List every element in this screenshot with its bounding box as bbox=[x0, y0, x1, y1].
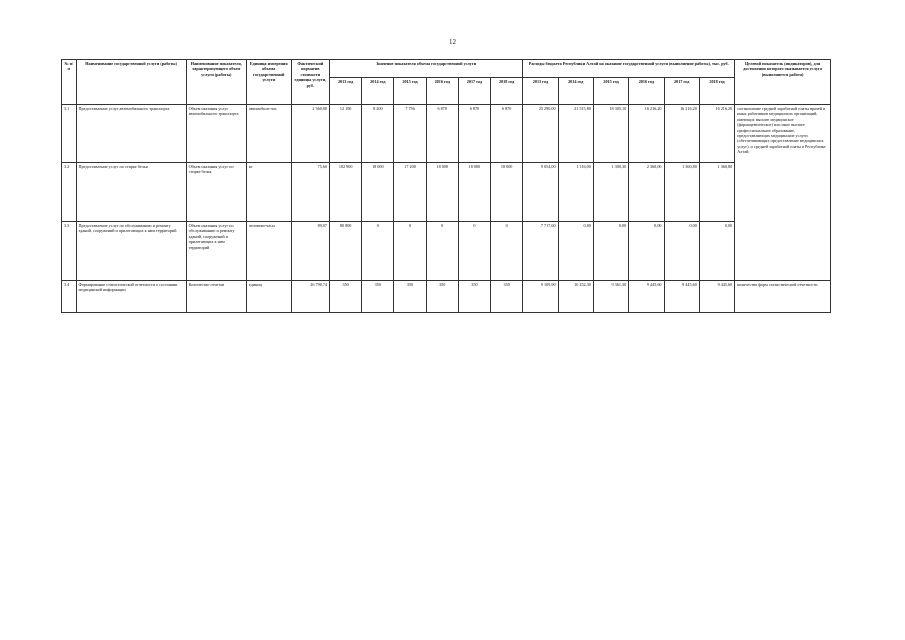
volume-year-header: 2017 год bbox=[458, 78, 490, 105]
row-expense: 0,00 bbox=[699, 222, 734, 281]
row-expense: 1 116,00 bbox=[558, 163, 593, 222]
row-expense: 2 360,00 bbox=[629, 163, 664, 222]
row-cost: 2 360,00 bbox=[291, 105, 329, 163]
row-volume: 350 bbox=[426, 281, 458, 313]
row-unit: кг bbox=[246, 163, 291, 222]
volume-year-header: 2014 год bbox=[362, 78, 394, 105]
row-cost: 89,07 bbox=[291, 222, 329, 281]
row-expense: 9 445,60 bbox=[664, 281, 699, 313]
row-expense: 1 300,30 bbox=[593, 163, 628, 222]
header-cost: Фактический норматив стоимости единицы услуги, руб. bbox=[291, 60, 329, 105]
row-volume: 350 bbox=[330, 281, 362, 313]
row-volume: 80 800 bbox=[330, 222, 362, 281]
row-num: 3.3 bbox=[62, 222, 77, 281]
row-volume: 0 bbox=[362, 222, 394, 281]
volume-year-header: 2016 год bbox=[426, 78, 458, 105]
header-expense-group: Расходы бюджета Республики Алтай на оказание государственной услуги (выполнение работы), тыс. руб. bbox=[523, 60, 735, 78]
row-indicator: Количество отчетов bbox=[186, 281, 246, 313]
page-number: 12 bbox=[449, 38, 456, 46]
volume-year-header: 2018 год bbox=[491, 78, 523, 105]
header-unit: Единица измерения объема государственной услуги bbox=[246, 60, 291, 105]
row-unit: автомобиле-час bbox=[246, 105, 291, 163]
row-volume: 18 000 bbox=[426, 163, 458, 222]
row-expense: 9 445,60 bbox=[699, 281, 734, 313]
row-expense: 0,00 bbox=[593, 222, 628, 281]
row-indicator: Объем оказания услуг по обслуживанию и ремонту зданий, сооружений и прилегающих к ним территорий bbox=[186, 222, 246, 281]
row-volume: 0 bbox=[426, 222, 458, 281]
expense-year-header: 2015 год bbox=[593, 78, 628, 105]
row-expense: 0,00 bbox=[629, 222, 664, 281]
row-expense: 25 290,00 bbox=[523, 105, 558, 163]
row-expense: 21 515,80 bbox=[558, 105, 593, 163]
header-service-name: Наименование государственной услуги (работы) bbox=[76, 60, 186, 105]
row-service: Предоставление услуг автомобильного транспорта bbox=[76, 105, 186, 163]
row-expense: 1 360,80 bbox=[699, 163, 734, 222]
row-expense: 1 360,80 bbox=[664, 163, 699, 222]
row-expense: 16 216,20 bbox=[629, 105, 664, 163]
row-cost: 26 790,74 bbox=[291, 281, 329, 313]
row-volume: 0 bbox=[491, 222, 523, 281]
expense-year-header: 2017 год bbox=[664, 78, 699, 105]
row-service: Формирование статистической отчетности о состоянии медицинской информации bbox=[76, 281, 186, 313]
header-target: Целевой показатель (индикаторов), для достижения которого оказывается услуга (выполняется работа) bbox=[735, 60, 831, 105]
header-num: № п/п bbox=[62, 60, 77, 105]
row-indicator: Объем оказания услуг по стирке белья bbox=[186, 163, 246, 222]
row-volume: 18 000 bbox=[362, 163, 394, 222]
row-volume: 0 bbox=[458, 222, 490, 281]
services-table bbox=[61, 59, 831, 313]
expense-year-header: 2013 год bbox=[523, 78, 558, 105]
row-indicator: Объем оказания услуг автомобильного транспорта bbox=[186, 105, 246, 163]
row-volume: 350 bbox=[362, 281, 394, 313]
row-volume: 18 000 bbox=[491, 163, 523, 222]
row-volume: 6 870 bbox=[491, 105, 523, 163]
row-volume: 350 bbox=[394, 281, 426, 313]
row-expense: 7 717,60 bbox=[523, 222, 558, 281]
row-expense: 16 216,20 bbox=[664, 105, 699, 163]
row-target-salary-ratio: соотношение средней заработной платы врачей и иных работников медицинских организаций, имеющих высшее медицинское (фармацевтическое) или иное высшее профессиональное образование, предоставляющих медицинские услуги (обеспечивающих предоставление медицинских услуг), и средней заработной платы в Республике Алтай; bbox=[735, 105, 831, 281]
table-row bbox=[62, 105, 831, 163]
row-service: Предоставление услуг по обслуживанию и ремонту зданий, сооружений и прилегающих к ним территорий bbox=[76, 222, 186, 281]
row-expense: 9 361,30 bbox=[593, 281, 628, 313]
row-volume: 18 000 bbox=[458, 163, 490, 222]
header-indicator-name: Наименование показателя, характеризующего объем услуги (работы) bbox=[186, 60, 246, 105]
row-num: 3.1 bbox=[62, 105, 77, 163]
expense-year-header: 2014 год bbox=[558, 78, 593, 105]
row-target-report-forms: количество форм статистической отчетности bbox=[735, 281, 831, 313]
row-volume: 102 900 bbox=[330, 163, 362, 222]
row-volume: 6 870 bbox=[426, 105, 458, 163]
row-expense: 9 054,00 bbox=[523, 163, 558, 222]
row-volume: 350 bbox=[458, 281, 490, 313]
volume-year-header: 2015 год bbox=[394, 78, 426, 105]
row-cost: 75,60 bbox=[291, 163, 329, 222]
row-service: Предоставление услуг по стирке белья bbox=[76, 163, 186, 222]
row-expense: 9 109,90 bbox=[523, 281, 558, 313]
row-num: 3.4 bbox=[62, 281, 77, 313]
header-volume-group: Значение показателя объема государственной услуги bbox=[330, 60, 523, 78]
row-expense: 0,00 bbox=[664, 222, 699, 281]
row-unit: единиц bbox=[246, 281, 291, 313]
row-expense: 18 305,10 bbox=[593, 105, 628, 163]
row-volume: 12 100 bbox=[330, 105, 362, 163]
table-row bbox=[62, 281, 831, 313]
table-row bbox=[62, 163, 831, 222]
volume-year-header: 2013 год bbox=[330, 78, 362, 105]
row-volume: 6 870 bbox=[458, 105, 490, 163]
expense-year-header: 2016 год bbox=[629, 78, 664, 105]
table-row bbox=[62, 222, 831, 281]
row-volume: 8 200 bbox=[362, 105, 394, 163]
row-expense: 9 445,60 bbox=[629, 281, 664, 313]
row-expense: 10 252,30 bbox=[558, 281, 593, 313]
expense-year-header: 2018 год bbox=[699, 78, 734, 105]
row-expense: 16 216,20 bbox=[699, 105, 734, 163]
row-num: 3.2 bbox=[62, 163, 77, 222]
row-volume: 0 bbox=[394, 222, 426, 281]
row-unit: человеко-часы bbox=[246, 222, 291, 281]
row-volume: 17 200 bbox=[394, 163, 426, 222]
row-volume: 7 756 bbox=[394, 105, 426, 163]
row-expense: 0,00 bbox=[558, 222, 593, 281]
row-volume: 350 bbox=[491, 281, 523, 313]
